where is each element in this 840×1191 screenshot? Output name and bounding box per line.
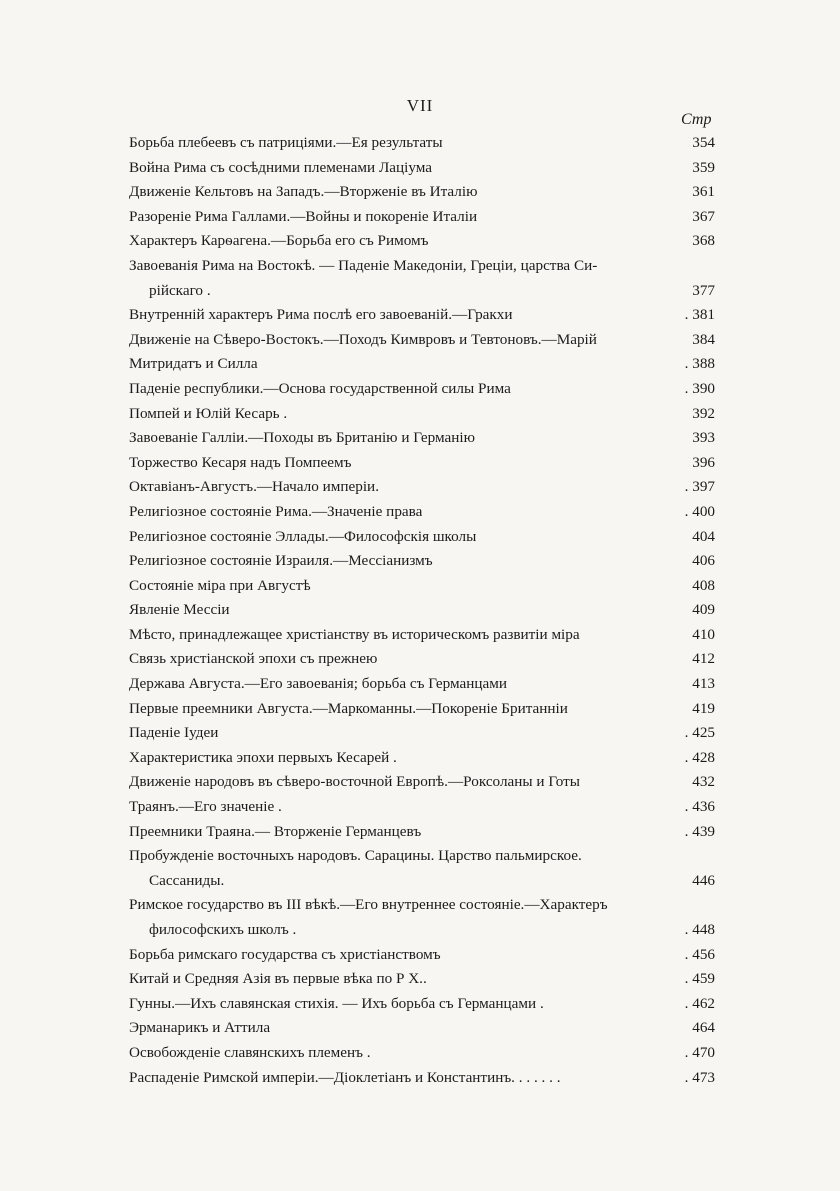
toc-entry-title: Движеніе народовъ въ сѣверо-восточной Европѣ.—Роксоланы и Готы bbox=[129, 773, 581, 791]
toc-entry bbox=[129, 205, 715, 230]
toc-entry-title: Религіозное состояніе Эллады.—Философскія школы bbox=[129, 527, 477, 545]
toc-entry-line bbox=[129, 1066, 715, 1091]
toc-entry-page: 432 bbox=[692, 773, 715, 791]
toc-entry-line bbox=[129, 820, 715, 845]
toc-entry bbox=[129, 943, 715, 968]
toc-entry-title: Борьба римскаго государства съ христіанствомъ bbox=[129, 945, 441, 963]
toc-entry-page: . 439 bbox=[684, 822, 715, 840]
toc-entry-page: . 456 bbox=[684, 945, 715, 963]
toc-entry-title: Завоеванія Рима на Востокѣ. — Паденіе Македоніи, Греціи, царства Си- bbox=[129, 256, 598, 274]
toc-entry-title: Паденіе Іудеи bbox=[129, 724, 219, 742]
toc-entry-page: 396 bbox=[692, 453, 715, 471]
toc-entry-title: Религіозное состояніе Израиля.—Мессіанизмъ bbox=[129, 552, 433, 570]
toc-entry-page: 384 bbox=[692, 330, 715, 348]
toc-entry-line bbox=[129, 1016, 715, 1041]
toc-entry-line bbox=[129, 205, 715, 230]
toc-entry bbox=[129, 746, 715, 771]
toc-entry-page: . 473 bbox=[684, 1068, 715, 1086]
toc-entry-line bbox=[129, 402, 715, 427]
toc-entry-line bbox=[129, 672, 715, 697]
toc-entry bbox=[129, 426, 715, 451]
toc-entry-page: 361 bbox=[692, 183, 715, 201]
toc-entry-page: 406 bbox=[692, 552, 715, 570]
toc-entry bbox=[129, 475, 715, 500]
table-of-contents bbox=[129, 131, 715, 1090]
toc-entry bbox=[129, 967, 715, 992]
toc-entry-line bbox=[129, 156, 715, 181]
toc-entry bbox=[129, 795, 715, 820]
toc-entry-page: . 390 bbox=[684, 379, 715, 397]
page-number: VII bbox=[406, 96, 434, 115]
toc-entry-page: 409 bbox=[692, 601, 715, 619]
toc-entry bbox=[129, 574, 715, 599]
toc-entry bbox=[129, 770, 715, 795]
toc-entry-title: Держава Августа.—Его завоеванія; борьба съ Германцами bbox=[129, 675, 507, 693]
toc-entry-page: 368 bbox=[692, 232, 715, 250]
toc-entry-line bbox=[129, 623, 715, 648]
toc-entry-title: Завоеваніе Галліи.—Походы въ Британію и Германію bbox=[129, 429, 475, 447]
toc-entry-title: Борьба плебеевъ съ патриціями.—Ея результаты bbox=[129, 134, 443, 151]
toc-entry-title: Мѣсто, принадлежащее христіанству въ историческомъ развитіи міра bbox=[129, 625, 580, 643]
toc-entry-line bbox=[129, 254, 715, 279]
toc-entry-title: Война Рима съ сосѣдними племенами Лаціума bbox=[129, 158, 432, 176]
toc-entry-page: . 470 bbox=[684, 1043, 715, 1061]
toc-entry-line bbox=[129, 426, 715, 451]
toc-entry bbox=[129, 647, 715, 672]
toc-entry-title: Разореніе Рима Галлами.—Войны и покореніе Италіи bbox=[129, 207, 478, 225]
toc-entry bbox=[129, 525, 715, 550]
toc-entry bbox=[129, 180, 715, 205]
toc-entry-title: Освобожденіе славянскихъ племенъ . bbox=[129, 1043, 371, 1061]
toc-entry-page: 446 bbox=[692, 871, 715, 889]
toc-entry-line bbox=[129, 721, 715, 746]
toc-entry-line bbox=[129, 795, 715, 820]
toc-entry-line bbox=[129, 992, 715, 1017]
toc-entry-page: . 397 bbox=[684, 478, 715, 496]
toc-entry-title: Явленіе Мессіи bbox=[129, 601, 230, 619]
toc-entry-title: Движеніе Кельтовъ на Западъ.—Вторженіе въ Италію bbox=[129, 183, 478, 201]
toc-entry-page: 410 bbox=[692, 625, 715, 643]
toc-entry-title: Сассаниды. bbox=[149, 871, 225, 889]
toc-entry bbox=[129, 844, 715, 893]
toc-entry-line bbox=[129, 647, 715, 672]
toc-entry bbox=[129, 893, 715, 942]
toc-entry-line bbox=[129, 303, 715, 328]
toc-entry-page: 393 bbox=[692, 429, 715, 447]
toc-entry-page: . 428 bbox=[684, 748, 715, 766]
toc-entry-line bbox=[129, 279, 715, 304]
toc-entry-title: Октавіанъ-Августъ.—Начало имперіи. bbox=[129, 478, 379, 496]
toc-entry-line bbox=[129, 770, 715, 795]
toc-entry bbox=[129, 623, 715, 648]
toc-entry-line bbox=[129, 525, 715, 550]
toc-entry bbox=[129, 500, 715, 525]
page-column-header: Стр bbox=[681, 111, 712, 128]
toc-entry bbox=[129, 451, 715, 476]
toc-entry-title: Преемники Траяна.— Вторженіе Германцевъ bbox=[129, 822, 422, 840]
toc-entry bbox=[129, 992, 715, 1017]
toc-entry-line bbox=[129, 746, 715, 771]
toc-entry-page: . 425 bbox=[684, 724, 715, 742]
toc-entry-line bbox=[129, 328, 715, 353]
toc-entry-line bbox=[129, 352, 715, 377]
toc-entry bbox=[129, 254, 715, 303]
toc-entry-line bbox=[129, 1041, 715, 1066]
toc-entry-page: . 381 bbox=[684, 306, 715, 324]
toc-entry bbox=[129, 598, 715, 623]
toc-entry-title: Митридатъ и Силла bbox=[129, 355, 258, 373]
toc-entry-title: Внутренній характеръ Рима послѣ его завоеваній.—Гракхи bbox=[129, 306, 513, 324]
toc-entry-page: 377 bbox=[692, 281, 715, 299]
toc-entry bbox=[129, 672, 715, 697]
toc-entry-title: Гунны.—Ихъ славянская стихія. — Ихъ борьба съ Германцами . bbox=[129, 994, 544, 1012]
toc-entry bbox=[129, 1066, 715, 1091]
toc-entry bbox=[129, 328, 715, 353]
toc-entry-title: Китай и Средняя Азія въ первые вѣка по Р Х.. bbox=[129, 970, 427, 988]
toc-entry-page: 367 bbox=[692, 207, 715, 225]
toc-entry-title: Траянъ.—Его значеніе . bbox=[129, 798, 282, 816]
toc-entry-title: философскихъ школъ . bbox=[149, 921, 297, 938]
toc-entry bbox=[129, 1016, 715, 1041]
toc-entry-title: Связь христіанской эпохи съ прежнею bbox=[129, 650, 378, 668]
toc-entry bbox=[129, 820, 715, 845]
toc-entry bbox=[129, 377, 715, 402]
toc-entry-line bbox=[129, 598, 715, 623]
toc-entry-page: . 459 bbox=[684, 970, 715, 988]
toc-entry-line bbox=[129, 451, 715, 476]
toc-entry-page: 464 bbox=[692, 1019, 715, 1037]
toc-entry bbox=[129, 721, 715, 746]
toc-entry bbox=[129, 229, 715, 254]
toc-entry-page: 392 bbox=[692, 404, 715, 422]
toc-entry-title: Состояніе міра при Августѣ bbox=[129, 576, 311, 594]
toc-entry-line bbox=[129, 475, 715, 500]
toc-entry-line bbox=[129, 844, 715, 869]
toc-entry-title: Характеристика эпохи первыхъ Кесарей . bbox=[129, 748, 397, 766]
toc-entry-line bbox=[129, 893, 715, 918]
toc-entry-line bbox=[129, 943, 715, 968]
toc-entry-page: 404 bbox=[692, 527, 715, 545]
toc-entry bbox=[129, 352, 715, 377]
toc-entry-title: Движеніе на Сѣверо-Востокъ.—Походъ Кимвровъ и Тевтоновъ.—Марій bbox=[129, 330, 597, 348]
toc-entry-line bbox=[129, 500, 715, 525]
toc-entry-title: Римское государство въ III вѣкѣ.—Его внутреннее состояніе.—Характеръ bbox=[129, 896, 608, 914]
toc-entry-title: рійскаго . bbox=[149, 281, 211, 299]
toc-entry-line bbox=[129, 697, 715, 722]
toc-entry-page: 419 bbox=[692, 699, 715, 717]
toc-entry-page: 408 bbox=[692, 576, 715, 594]
toc-entry-line bbox=[129, 131, 715, 156]
toc-entry-title: Паденіе республики.—Основа государственной силы Рима bbox=[129, 379, 511, 397]
toc-entry-line bbox=[129, 574, 715, 599]
toc-entry-page: . 400 bbox=[684, 502, 715, 520]
toc-entry-title: Торжество Кесаря надъ Помпеемъ bbox=[129, 453, 352, 471]
toc-entry bbox=[129, 156, 715, 181]
toc-entry bbox=[129, 131, 715, 156]
toc-entry-title: Пробужденіе восточныхъ народовъ. Сарацины. Царство пальмирское. bbox=[129, 847, 582, 865]
toc-entry bbox=[129, 1041, 715, 1066]
toc-entry-title: Распаденіе Римской имперіи.—Діоклетіанъ и Константинъ. . . . . . . bbox=[129, 1068, 561, 1086]
toc-entry-page: 412 bbox=[692, 650, 715, 668]
toc-entry-line bbox=[129, 549, 715, 574]
toc-entry-title: Характеръ Карѳагена.—Борьба его съ Римомъ bbox=[129, 232, 429, 250]
toc-entry-line bbox=[129, 229, 715, 254]
toc-entry bbox=[129, 303, 715, 328]
toc-entry-line bbox=[129, 918, 715, 943]
toc-entry bbox=[129, 697, 715, 722]
toc-entry bbox=[129, 402, 715, 427]
toc-entry-page: . 388 bbox=[684, 355, 715, 373]
toc-entry-page: 354 bbox=[692, 134, 715, 151]
toc-entry-page: . 436 bbox=[684, 798, 715, 816]
toc-entry-line bbox=[129, 967, 715, 992]
toc-entry-title: Помпей и Юлій Кесарь . bbox=[129, 404, 288, 422]
toc-entry bbox=[129, 549, 715, 574]
toc-entry-title: Религіозное состояніе Рима.—Значеніе права bbox=[129, 502, 423, 520]
toc-entry-title: Первые преемники Августа.—Маркоманны.—Покореніе Британніи bbox=[129, 699, 568, 717]
toc-entry-page: 413 bbox=[692, 675, 715, 693]
toc-entry-page: . 448 bbox=[684, 921, 715, 938]
toc-entry-line bbox=[129, 180, 715, 205]
toc-entry-line bbox=[129, 377, 715, 402]
toc-entry-page: 359 bbox=[692, 158, 715, 176]
toc-entry-line bbox=[129, 869, 715, 894]
toc-entry-title: Эрманарикъ и Аттила bbox=[129, 1019, 271, 1037]
toc-entry-page: . 462 bbox=[684, 994, 715, 1012]
